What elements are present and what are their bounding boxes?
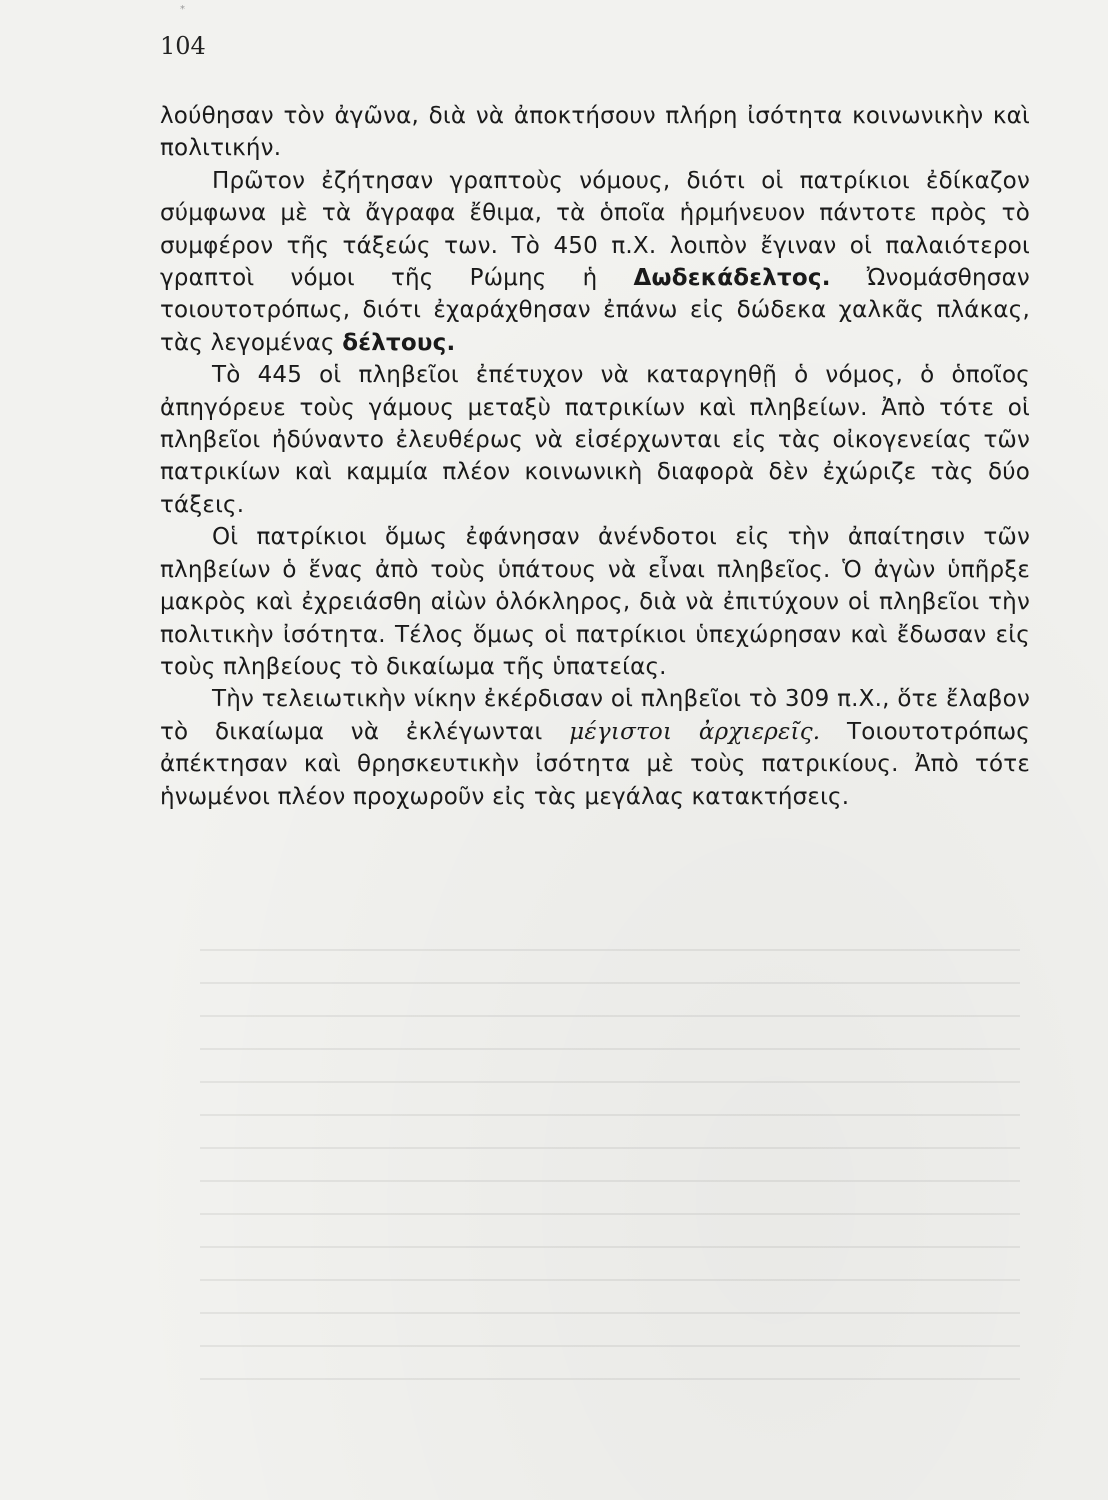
text-segment: λούθησαν τὸν ἀγῶνα, διὰ νὰ ἀποκτήσουν πλήρη ἰσότητα κοινωνικὴν καὶ πολιτικήν. xyxy=(160,103,1030,162)
reverse-side-bleed-through xyxy=(200,920,1020,1380)
text-segment: Τὴν τελειωτικὴν νίκην ἐκέρδισαν οἱ πληβεῖοι τὸ 309 π.Χ., ὅτε ἔλαβον τὸ δικαίωμα νὰ ἐκλέγωνται xyxy=(160,686,1030,745)
page-number: 104 xyxy=(160,32,206,60)
paragraph-written-laws xyxy=(160,165,1030,359)
text-segment: Οἱ πατρίκιοι ὅμως ἐφάνησαν ἀνένδοτοι εἰς τὴν ἀπαίτησιν τῶν πληβείων ὁ ἕνας ἀπὸ τοὺς ὑπάτους νὰ εἶναι πληβεῖος. Ὁ ἀγὼν ὑπῆρξε μακρὸς καὶ ἐχρειάσθη αἰὼν ὁλόκληρος, διὰ νὰ ἐπιτύχουν οἱ πληβεῖοι τὴν πολιτικὴν ἰσότητα. Τέλος ὅμως οἱ πατρίκιοι ὑπεχώρησαν καὶ ἔδωσαν εἰς τοὺς πληβείους τὸ δικαίωμα τῆς ὑπατείας. xyxy=(160,524,1030,680)
bold-term-dodekadeltos: Δωδεκάδελτος. xyxy=(633,265,831,292)
bold-term-deltous: δέλτους. xyxy=(342,329,456,356)
paragraph-continuation xyxy=(160,100,1030,165)
paragraph-consulship xyxy=(160,521,1030,683)
text-segment: Ὠνομάσθησαν τοιουτοτρόπως, διότι ἐχαράχθησαν ἐπάνω εἰς δώδεκα χαλκᾶς πλάκας, τὰς λεγομένας xyxy=(160,265,1030,356)
body-text xyxy=(160,100,1030,813)
italic-term-archiereis: μέγιστοι ἀρχιερεῖς. xyxy=(569,718,821,745)
text-segment: Τὸ 445 οἱ πληβεῖοι ἐπέτυχον νὰ καταργηθῇ ὁ νόμος, ὁ ὁποῖος ἀπηγόρευε τοὺς γάμους μεταξὺ πατρικίων καὶ πληβείων. Ἀπὸ τότε οἱ πληβεῖοι ἠδύναντο ἐλευθέρως νὰ εἰσέρχωνται εἰς τὰς οἰκογενείας τῶν πατρικίων καὶ καμμία πλέον κοινωνικὴ διαφορὰ δὲν ἐχώριζε τὰς δύο τάξεις. xyxy=(160,362,1030,518)
paragraph-final-victory xyxy=(160,683,1030,813)
text-segment: Πρῶτον ἐζήτησαν γραπτοὺς νόμους, διότι οἱ πατρίκιοι ἐδίκαζον σύμφωνα μὲ τὰ ἄγραφα ἔθιμα, τὰ ὁποῖα ἡρμήνευον πάντοτε πρὸς τὸ συμφέρον τῆς τάξεώς των. Τὸ 450 π.Χ. λοιπὸν ἔγιναν οἱ παλαιότεροι γραπτοὶ νόμοι τῆς Ρώμης ἡ xyxy=(160,167,1030,292)
paragraph-marriage-law xyxy=(160,359,1030,521)
scan-speck: * xyxy=(180,4,185,15)
text-segment: Τοιουτοτρόπως ἀπέκτησαν καὶ θρησκευτικὴν ἰσότητα μὲ τοὺς πατρικίους. Ἀπὸ τότε ἡνωμένοι πλέον προχωροῦν εἰς τὰς μεγάλας κατακτήσεις. xyxy=(160,718,1030,810)
